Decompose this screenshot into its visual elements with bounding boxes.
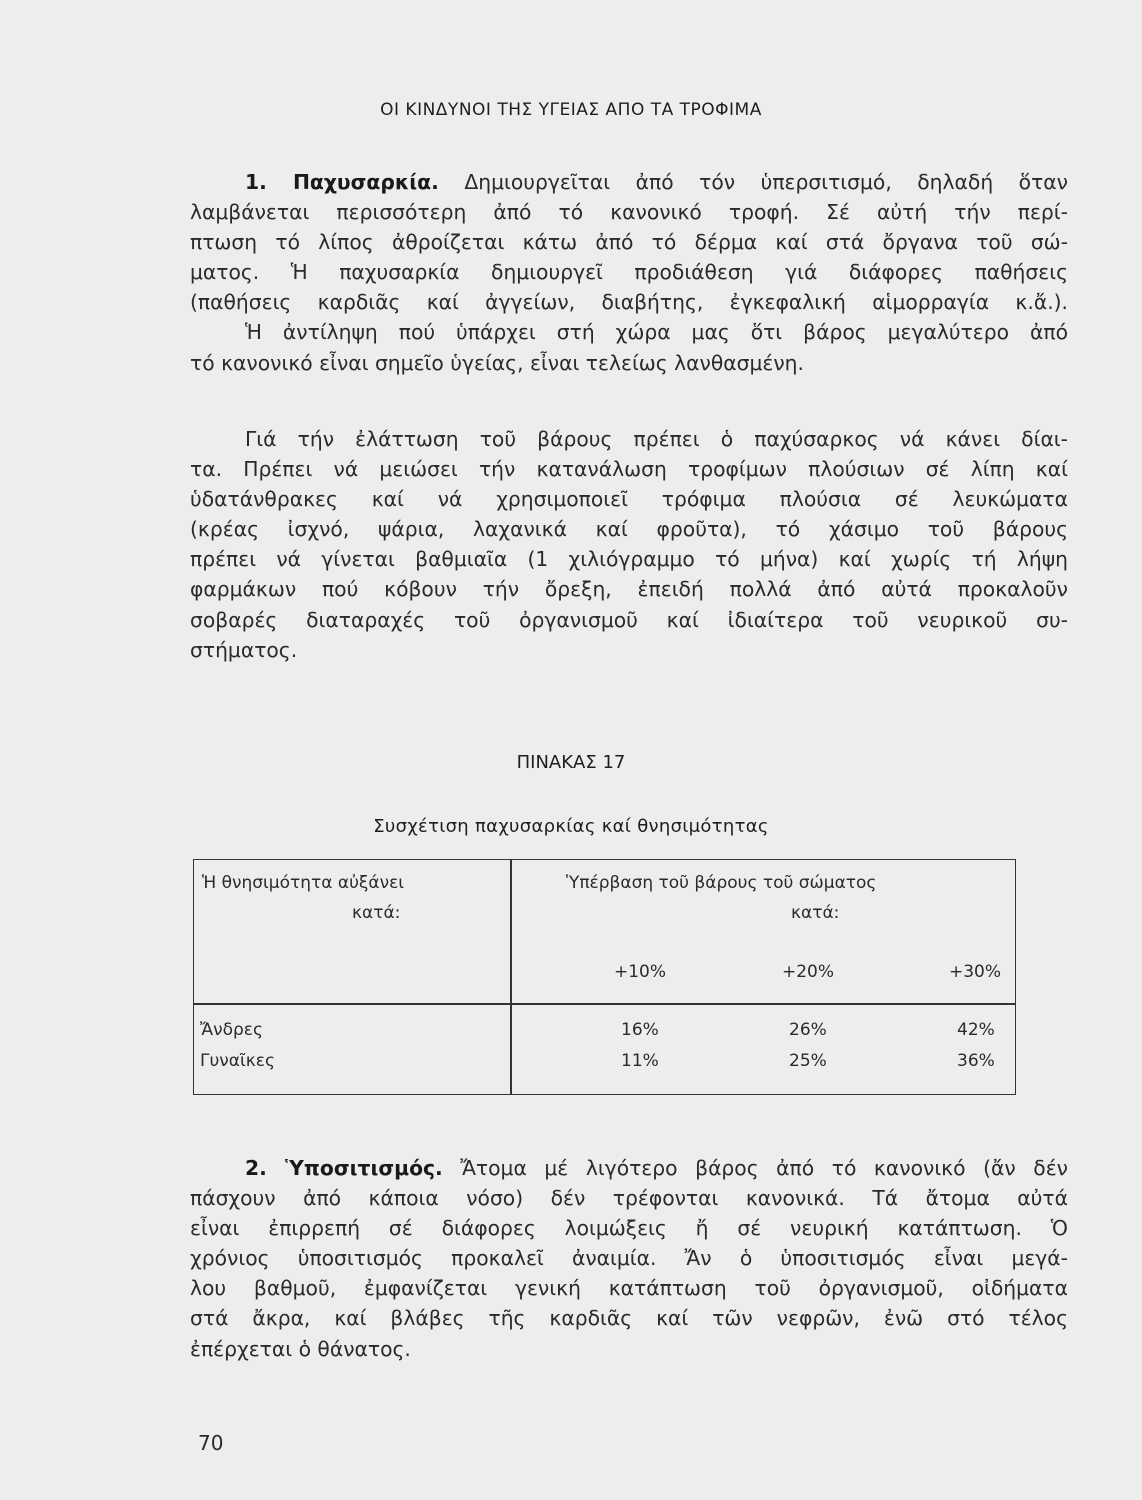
text-line: τό κανονικό εἶναι σημεῖο ὑγείας, εἶναι τελείως λανθασμένη.: [190, 350, 804, 375]
text-line: τα. Πρέπει νά μειώσει τήν κατανάλωση τροφίμων πλούσιων σέ λίπη καί: [190, 457, 1068, 482]
table-subtitle: Συσχέτιση παχυσαρκίας καί θνησιμότητας: [373, 816, 769, 837]
text-line: πάσχουν ἀπό κάποια νόσο) δέν τρέφονται κανονικά. Τά ἄτομα αὐτά: [190, 1186, 1068, 1211]
column-header-10: +10%: [614, 962, 667, 982]
section-2-first-line: 2. Ὑποσιτισμός. Ἄτομα μέ λιγότερο βάρος ἀπό τό κανονικό (ἄν δέν: [245, 1156, 1068, 1180]
section-1-heading: 1. Παχυσαρκία.: [245, 170, 439, 194]
section-2-paragraph: [190, 1153, 1068, 1364]
section-2-heading: 2. Ὑποσιτισμός.: [245, 1156, 443, 1180]
row-label-men: Ἄνδρες: [200, 1020, 263, 1040]
table-title: ΠΙΝΑΚΑΣ 17: [516, 752, 626, 773]
text-line: (παθήσεις καρδιᾶς καί ἀγγείων, διαβήτης, ἐγκεφαλική αἱμορραγία κ.ἄ.).: [190, 290, 1068, 315]
text-line: Γιά τήν ἐλάττωση τοῦ βάρους πρέπει ὁ παχύσαρκος νά κάνει δίαι-: [245, 427, 1068, 451]
text-line: Ἡ ἀντίληψη πού ὑπάρχει στή χώρα μας ὅτι βάρος μεγαλύτερο ἀπό: [245, 320, 1068, 345]
right-header-line-2: κατά:: [791, 903, 840, 923]
page-header: ΟΙ ΚΙΝΔΥΝΟΙ ΤΗΣ ΥΓΕΙΑΣ ΑΠΟ ΤΑ ΤΡΟΦΙΜΑ: [380, 100, 762, 120]
section-1b-paragraph: [190, 424, 1068, 665]
text-line: λαμβάνεται περισσότερη ἀπό τό κανονικό τροφή. Σέ αὐτή τήν περί-: [190, 200, 1068, 225]
text-line: σοβαρές διαταραχές τοῦ ὀργανισμοῦ καί ἰδιαίτερα τοῦ νευρικοῦ συ-: [190, 607, 1068, 632]
text-line: φαρμάκων πού κόβουν τήν ὄρεξη, ἐπειδή πολλά ἀπό αὐτά προκαλοῦν: [190, 577, 1068, 602]
table-row-divider: [194, 1003, 1015, 1005]
cell-men-10: 16%: [621, 1020, 659, 1040]
column-header-20: +20%: [782, 962, 835, 982]
left-header-line-1: Ἡ θνησιμότητα αὐξάνει: [202, 873, 405, 893]
text-line: ματος. Ἡ παχυσαρκία δημιουργεῖ προδιάθεση γιά διάφορες παθήσεις: [190, 260, 1068, 285]
row-label-women: Γυναῖκες: [200, 1051, 275, 1071]
cell-women-30: 36%: [957, 1051, 995, 1071]
text-line: στήματος.: [190, 637, 298, 662]
cell-women-20: 25%: [789, 1051, 827, 1071]
text-line: ὑδατάνθρακες καί νά χρησιμοποιεῖ τρόφιμα πλούσια σέ λευκώματα: [190, 487, 1068, 512]
text-line: εἶναι ἐπιρρεπή σέ διάφορες λοιμώξεις ἤ σέ νευρική κατάπτωση. Ὁ: [190, 1216, 1068, 1241]
text-line: ἐπέρχεται ὁ θάνατος.: [190, 1336, 411, 1361]
text-line: χρόνιος ὑποσιτισμός προκαλεῖ ἀναιμία. Ἄν ὁ ὑποσιτισμός εἶναι μεγά-: [190, 1246, 1068, 1271]
section-1-first-line: 1. Παχυσαρκία. Δημιουργεῖται ἀπό τόν ὑπερσιτισμό, δηλαδή ὅταν: [245, 170, 1068, 194]
table-column-divider: [510, 860, 512, 1094]
cell-men-30: 42%: [957, 1020, 995, 1040]
text-line: πτωση τό λίπος ἀθροίζεται κάτω ἀπό τό δέρμα καί στά ὄργανα τοῦ σώ-: [190, 230, 1068, 255]
section-1-paragraph: [190, 167, 1068, 378]
text-line: στά ἄκρα, καί βλάβες τῆς καρδιᾶς καί τῶν νεφρῶν, ἐνῶ στό τέλος: [190, 1306, 1068, 1331]
left-header-line-2: κατά:: [352, 903, 401, 923]
text-line: (κρέας ἰσχνό, ψάρια, λαχανικά καί φροῦτα), τό χάσιμο τοῦ βάρους: [190, 517, 1068, 542]
right-header-line-1: Ὑπέρβαση τοῦ βάρους τοῦ σώματος: [566, 873, 877, 893]
mortality-table: [193, 859, 1016, 1095]
cell-women-10: 11%: [621, 1051, 659, 1071]
column-header-30: +30%: [949, 962, 1002, 982]
page-number: 70: [198, 1431, 224, 1455]
text-line: λου βαθμοῦ, ἐμφανίζεται γενική κατάπτωση τοῦ ὀργανισμοῦ, οἰδήματα: [190, 1276, 1068, 1301]
text-line: πρέπει νά γίνεται βαθμιαῖα (1 χιλιόγραμμο τό μήνα) καί χωρίς τή λήψη: [190, 547, 1068, 572]
cell-men-20: 26%: [789, 1020, 827, 1040]
